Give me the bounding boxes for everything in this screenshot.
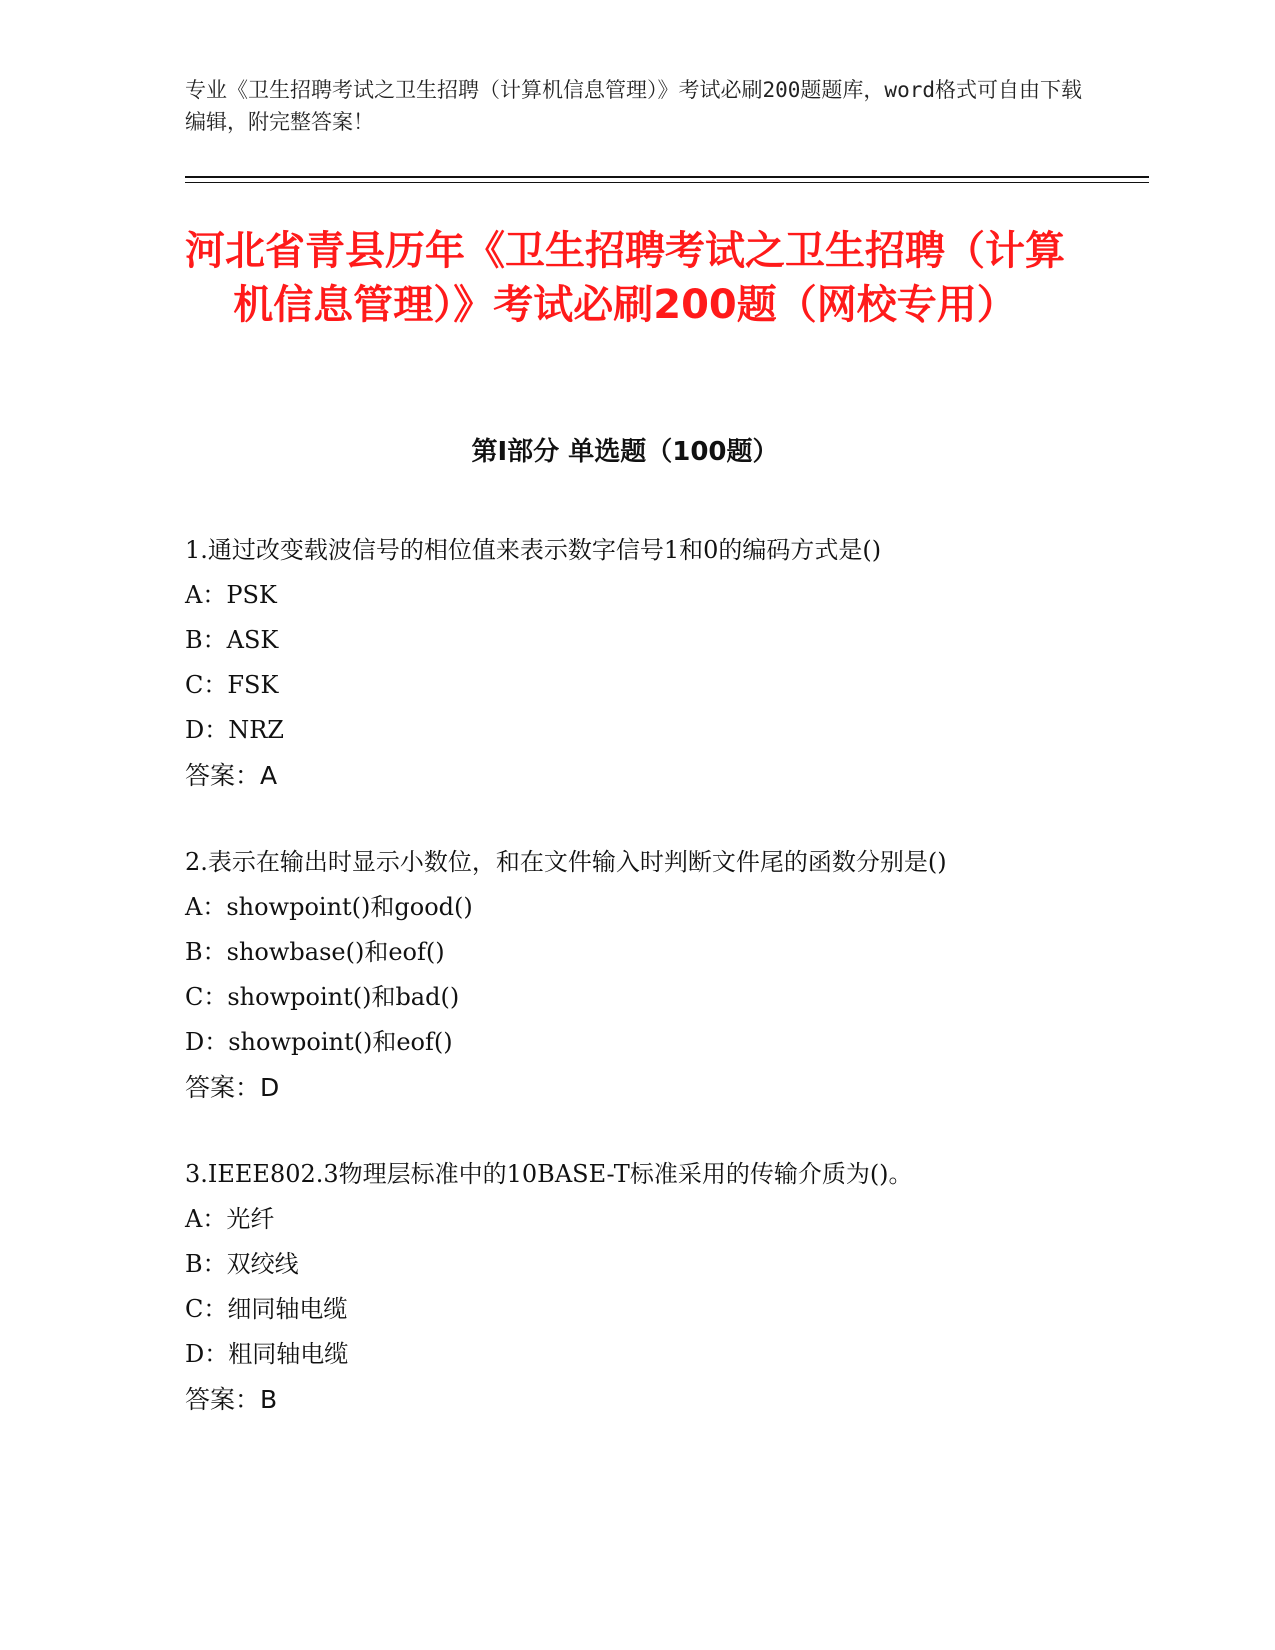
question-stem: 1.通过改变载波信号的相位值来表示数字信号1和0的编码方式是() <box>185 536 882 564</box>
question-1 <box>185 528 1065 798</box>
option-a: A：PSK <box>185 581 277 609</box>
option-c: C：showpoint()和bad() <box>185 983 460 1011</box>
header-divider-thick <box>185 176 1149 178</box>
question-list <box>185 528 1065 1464</box>
document-title: 河北省青县历年《卫生招聘考试之卫生招聘（计算机信息管理）》考试必刷200题（网校专用） <box>185 228 1065 328</box>
option-d: D：NRZ <box>185 716 284 744</box>
option-b: B：ASK <box>185 626 279 654</box>
option-d: D：粗同轴电缆 <box>185 1340 349 1368</box>
option-b: B：双绞线 <box>185 1250 299 1278</box>
option-a: A：showpoint()和good() <box>185 893 473 921</box>
option-b: B：showbase()和eof() <box>185 938 445 966</box>
question-3 <box>185 1152 1065 1422</box>
option-a: A：光纤 <box>185 1205 275 1233</box>
answer: 答案：D <box>185 1073 280 1102</box>
option-c: C：FSK <box>185 671 279 699</box>
section-title: 第I部分 单选题（100题） <box>471 437 779 467</box>
option-d: D：showpoint()和eof() <box>185 1028 453 1056</box>
question-2 <box>185 840 1065 1110</box>
option-c: C：细同轴电缆 <box>185 1295 348 1323</box>
answer: 答案：A <box>185 761 278 790</box>
question-stem: 3.IEEE802.3物理层标准中的10BASE-T标准采用的传输介质为()。 <box>185 1160 913 1188</box>
header-divider-thin <box>185 182 1149 183</box>
header-note: 专业《卫生招聘考试之卫生招聘（计算机信息管理）》考试必刷200题题库，word格式可自由下载编辑，附完整答案！ <box>185 78 1082 134</box>
answer: 答案：B <box>185 1385 278 1414</box>
question-stem: 2.表示在输出时显示小数位，和在文件输入时判断文件尾的函数分别是() <box>185 848 947 876</box>
